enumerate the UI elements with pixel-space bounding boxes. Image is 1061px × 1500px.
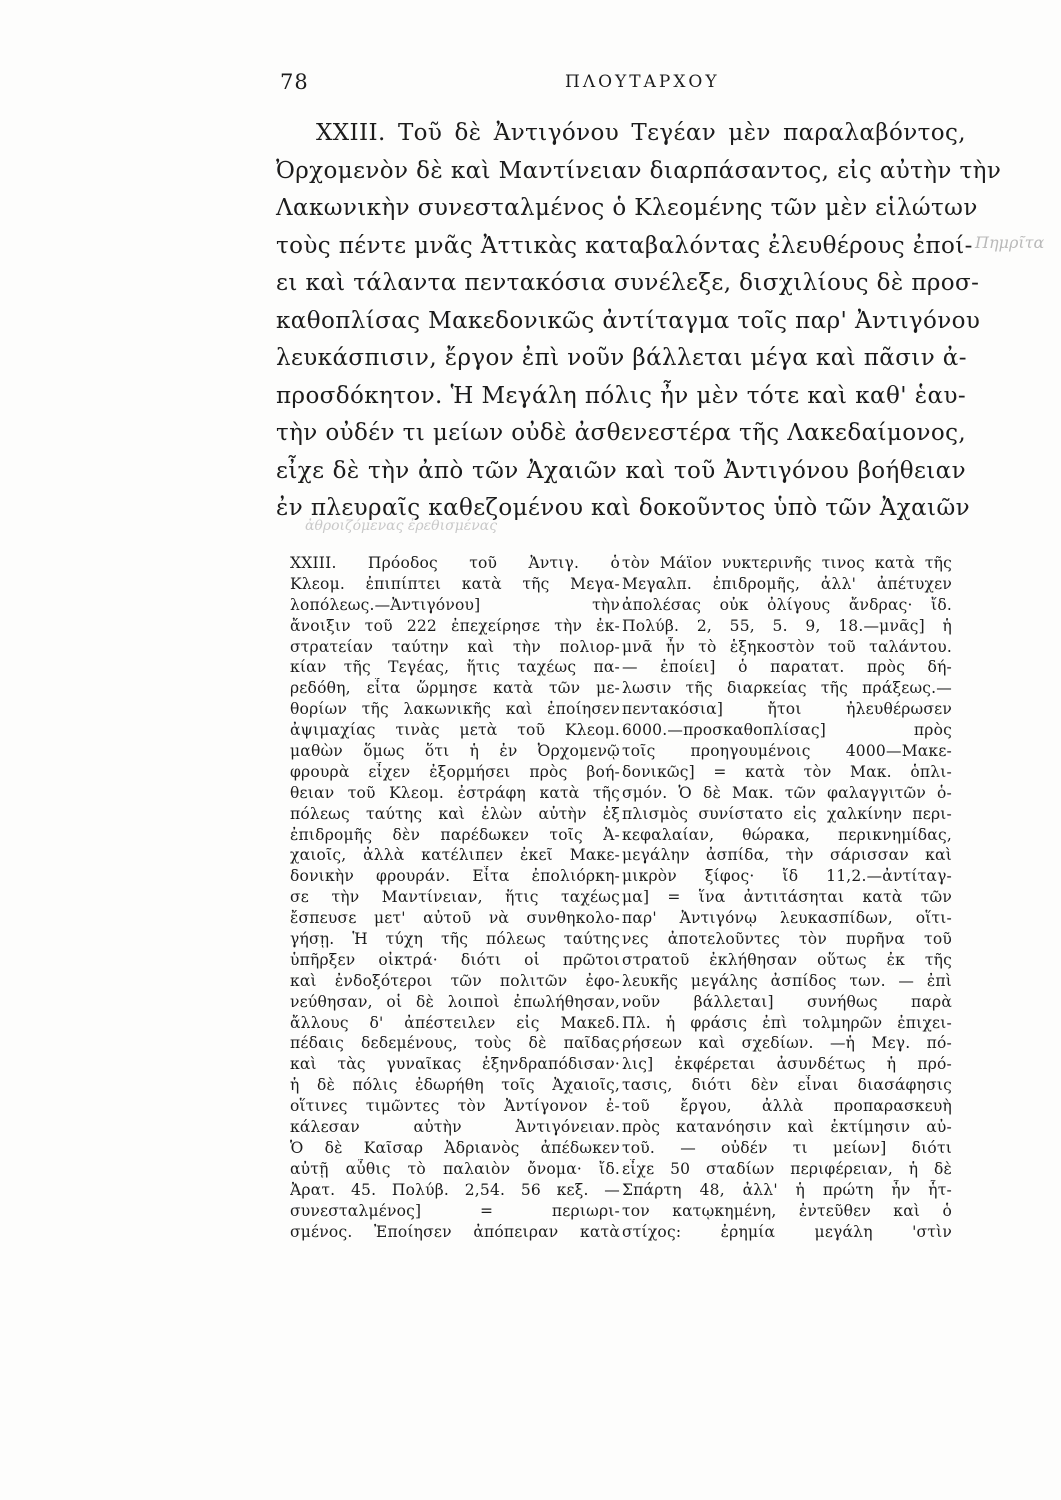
main-text-line: λευκάσπισιν, ἔργον ἐπὶ νοῦν βάλλεται μέγα καὶ πᾶσιν ἀ- [276, 345, 967, 371]
commentary-line: πόλεως ταύτης καὶ ἑλὼν αὐτὴν ἐξ [290, 804, 620, 823]
faint-bleedthrough-text: ἀθροιζόμενας ἐρεθισμένας [305, 518, 498, 534]
commentary-line: ρεδόθη, εἶτα ὥρμησε κατὰ τῶν με- [290, 679, 620, 698]
commentary-line: κάλεσαν αὐτὴν Ἀντιγόνειαν. [290, 1118, 620, 1137]
commentary-line: ἀψιμαχίας τινὰς μετὰ τοῦ Κλεομ. [290, 721, 620, 740]
commentary-line: μεγάλην ἀσπίδα, τὴν σάρισσαν καὶ [622, 846, 952, 865]
commentary-line: πλισμὸς συνίστατο εἰς χαλκίνην περι- [622, 804, 952, 823]
commentary-line: μα] = ἵνα ἀντιτάσηται κατὰ τῶν [622, 888, 952, 907]
commentary-line: κεφαλαίαν, θώρακα, περικνημίδας, [622, 825, 952, 844]
main-text-line: εἶχε δὲ τὴν ἀπὸ τῶν Ἀχαιῶν καὶ τοῦ Ἀντιγόνου βοήθειαν [276, 457, 966, 484]
commentary-line: Μεγαλπ. ἐπιδρομῆς, ἀλλ' ἀπέτυχεν [622, 574, 952, 593]
commentary-line: μαθὼν ὅμως ὅτι ἡ ἐν Ὀρχομενῷ [290, 742, 620, 761]
commentary-line: νες ἀποτελοῦντες τὸν πυρῆνα τοῦ [622, 930, 952, 949]
commentary-line: νοῦν βάλλεται] συνήθως παρὰ [622, 992, 952, 1011]
commentary-line: λωσιν τῆς διαρκείας τῆς πράξεως.— [622, 679, 952, 698]
notes-column-right [622, 553, 952, 1242]
page-header [280, 70, 970, 100]
commentary-line: Σπάρτη 48, ἀλλ' ἡ πρώτη ἦν ἧτ- [622, 1180, 952, 1199]
commentary-line: ἐπιδρομῆς δὲν παρέδωκεν τοῖς Ἀ- [290, 825, 620, 844]
commentary-line: ἄλλους δ' ἀπέστειλεν εἰς Μακεδ. [290, 1013, 620, 1032]
commentary-line: συνεσταλμένος] = περιωρι- [290, 1201, 620, 1220]
commentary-line: ἀπολέσας οὐκ ὀλίγους ἄνδρας· ἴδ. [622, 595, 952, 614]
commentary-line: στίχος: ἐρημία μεγάλη 'στὶν [622, 1222, 952, 1241]
margin-annotation: Πημρῖτα [975, 233, 1045, 252]
main-text-line: καθοπλίσας Μακεδονικῶς ἀντίταγμα τοῖς παρ' Ἀντιγόνου [276, 307, 981, 334]
commentary-line: σμένος. Ἐποίησεν ἀπόπειραν κατὰ [290, 1222, 620, 1241]
main-text-line: Λακωνικὴν συνεσταλμένος ὁ Κλεομένης τῶν μὲν εἱλώτων [276, 195, 978, 221]
commentary-line: λις] ἐκφέρεται ἀσυνδέτως ἡ πρό- [622, 1055, 952, 1074]
commentary-line: δονικὴν φρουράν. Εἶτα ἐπολιόρκη- [290, 867, 620, 886]
main-text-line: προσδόκητον. Ἡ Μεγάλη πόλις ἦν μὲν τότε καὶ καθ' ἑαυ- [276, 382, 966, 409]
commentary-line: μνᾶ ἦν τὸ ἑξηκοστὸν τοῦ ταλάντου. [622, 637, 952, 656]
main-text-line: τὴν οὐδέν τι μείων οὐδὲ ἀσθενεστέρα τῆς Λακεδαίμονος, [276, 420, 967, 446]
commentary-line: τοῦ. — οὐδέν τι μείων] διότι [622, 1138, 952, 1157]
running-head: ΠΛΟΥΤΑΡΧΟΥ [565, 72, 720, 92]
notes-column-left [290, 553, 620, 1242]
commentary-line: γήσῃ. Ἡ τύχη τῆς πόλεως ταύτης [290, 930, 620, 949]
page-number: 78 [280, 70, 309, 94]
commentary-line: στρατείαν ταύτην καὶ τὴν πολιορ- [290, 637, 620, 656]
commentary-line: καὶ ἐνδοξότεροι τῶν πολιτῶν ἐφο- [290, 971, 620, 990]
commentary-line: οἵτινες τιμῶντες τὸν Ἀντίγονον ἐ- [290, 1097, 620, 1116]
commentary-line: ἄνοιξιν τοῦ 222 ἐπεχείρησε τὴν ἐκ- [290, 616, 620, 635]
commentary-line: ἡ δὲ πόλις ἐδωρήθη τοῖς Ἀχαιοῖς, [290, 1076, 620, 1095]
commentary-line: αὐτῇ αὖθις τὸ παλαιὸν ὄνομα· ἴδ. [290, 1159, 620, 1178]
commentary-line: σε τὴν Μαντίνειαν, ἥτις ταχέως [290, 888, 620, 907]
main-text-line: Ὀρχομενὸν δὲ καὶ Μαντίνειαν διαρπάσαντος, εἰς αὐτὴν τὴν [276, 157, 1002, 184]
commentary-line: τὸν Μάϊον νυκτερινῆς τινος κατὰ τῆς [622, 554, 952, 572]
commentary-line: εἶχε 50 σταδίων περιφέρειαν, ἡ δὲ [622, 1159, 952, 1178]
commentary-line: φρουρὰ εἶχεν ἐξορμήσει πρὸς βοή- [290, 762, 620, 781]
commentary-line: θορίων τῆς λακωνικῆς καὶ ἐποίησεν [290, 700, 620, 719]
commentary-line: νεύθησαν, οἱ δὲ λοιποὶ ἐπωλήθησαν, [290, 992, 620, 1011]
main-text-line: ει καὶ τάλαντα πεντακόσια συνέλεξε, δισχιλίους δὲ προσ- [276, 270, 980, 296]
main-text-block [276, 115, 1002, 528]
commentary-line: καὶ τὰς γυναῖκας ἐξηνδραπόδισαν· [290, 1055, 620, 1074]
commentary-line: Πλ. ἡ φράσις ἐπὶ τολμηρῶν ἐπιχει- [622, 1013, 952, 1032]
commentary-line: μικρὸν ξίφος· ἴδ 11,2.—ἀντίταγ- [622, 867, 952, 886]
commentary-line: δονικῶς] = κατὰ τὸν Μακ. ὁπλι- [622, 762, 952, 781]
commentary-line: ρήσεων καὶ σχεδίων. —ἡ Μεγ. πό- [622, 1034, 952, 1053]
commentary-line: παρ' Ἀντιγόνῳ λευκασπίδων, οἵτι- [622, 909, 952, 928]
commentary-line: — ἐποίει] ὁ παρατατ. πρὸς δή- [622, 658, 952, 677]
commentary-line: Πολύβ. 2, 55, 5. 9, 18.—μνᾶς] ἡ [622, 616, 952, 635]
commentary-line: τοῦ ἔργου, ἀλλὰ προπαρασκευὴ [622, 1097, 952, 1116]
main-text-line: XXIII. Τοῦ δὲ Ἀντιγόνου Τεγέαν μὲν παραλαβόντος, [316, 120, 966, 146]
commentary-line: λευκῆς μεγάλης ἀσπίδος των. — ἐπὶ [622, 971, 952, 990]
commentary-line: τοῖς προηγουμένοις 4000—Μακε- [622, 742, 952, 761]
commentary-line: τασις, διότι δὲν εἶναι διασάφησις [622, 1076, 952, 1095]
commentary-line: Ὁ δὲ Καῖσαρ Ἀδριανὸς ἀπέδωκεν [290, 1138, 620, 1157]
commentary-line: σμόν. Ὁ δὲ Μακ. τῶν φαλαγγιτῶν ὁ- [622, 783, 952, 802]
commentary-line: στρατοῦ ἐκλήθησαν οὕτως ἐκ τῆς [622, 950, 952, 969]
commentary-line: Κλεομ. ἐπιπίπτει κατὰ τῆς Μεγα- [290, 574, 620, 593]
main-text-line: ἐν πλευραῖς καθεζομένου καὶ δοκοῦντος ὑπὸ τῶν Ἀχαιῶν [276, 495, 970, 521]
commentary-line: ὑπῆρξεν οἰκτρά· διότι οἱ πρῶτοι [290, 950, 620, 969]
commentary-line: τον κατῳκημένη, ἐντεῦθεν καὶ ὁ [622, 1201, 952, 1220]
commentary-line: θειαν τοῦ Κλεομ. ἐστράφη κατὰ τῆς [290, 783, 620, 802]
commentary-line: πέδαις δεδεμένους, τοὺς δὲ παῖδας [290, 1034, 620, 1053]
commentary-line: κίαν τῆς Τεγέας, ἥτις ταχέως πα- [290, 658, 620, 677]
commentary-line: λοπόλεως.—Ἀντιγόνου] τὴν [290, 595, 620, 614]
main-text-line: τοὺς πέντε μνᾶς Ἀττικὰς καταβαλόντας ἐλευθέρους ἐποί- [276, 232, 973, 259]
commentary-line: Ἀρατ. 45. Πολύβ. 2,54. 56 κεξ. — [290, 1180, 620, 1199]
commentary-line: 6000.—προσκαθοπλίσας] πρὸς [622, 721, 952, 740]
commentary-line: χαιοῖς, ἀλλὰ κατέλιπεν ἐκεῖ Μακε- [290, 846, 620, 865]
commentary-line: πρὸς κατανόησιν καὶ ἐκτίμησιν αὐ- [622, 1118, 952, 1137]
commentary-line: πεντακόσια] ἤτοι ἠλευθέρωσεν [622, 700, 952, 719]
commentary-line: XXIII. Πρόοδος τοῦ Ἀντιγ. ὁ [290, 554, 620, 572]
commentary-line: ἔσπευσε μετ' αὐτοῦ νὰ συνθηκολο- [290, 909, 620, 928]
